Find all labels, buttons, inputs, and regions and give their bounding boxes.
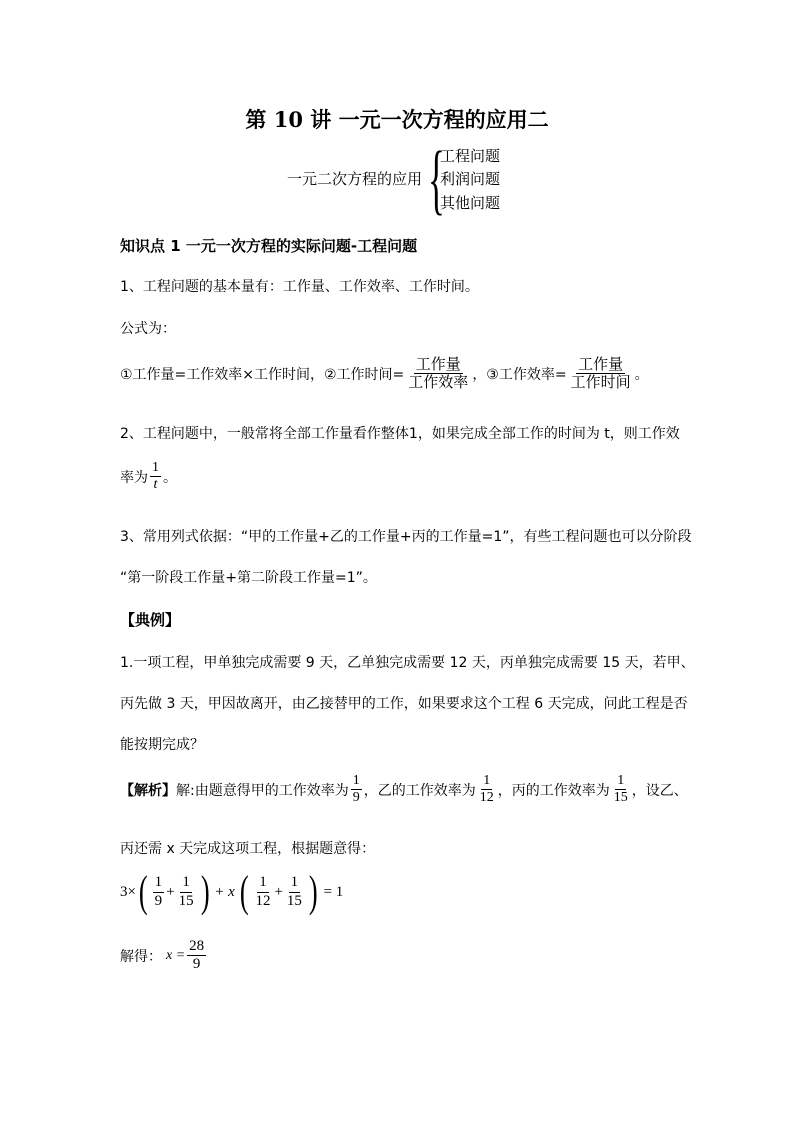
formula-text: 。	[634, 366, 649, 383]
question-line: 能按期完成？	[120, 737, 204, 753]
overview-lead: 一元二次方程的应用	[287, 170, 423, 188]
paragraph: 1、工程问题的基本量有：工作量、工作效率、工作时间。	[120, 279, 479, 295]
fraction	[612, 773, 630, 806]
answer-var: x =	[166, 947, 186, 963]
fraction-denominator: 工作时间	[570, 373, 631, 392]
paragraph-text: 率为	[120, 469, 148, 486]
example-label: 【典例】	[120, 611, 181, 629]
fraction	[177, 874, 196, 910]
formula-line	[120, 356, 649, 392]
fraction-denominator: 15	[286, 892, 302, 909]
section-heading: 知识点 1 一元一次方程的实际问题-工程问题	[120, 237, 418, 255]
fraction	[253, 874, 272, 910]
plus-sign: +	[274, 883, 283, 900]
fraction-denominator: t	[153, 477, 158, 493]
solution-text: ，设乙、	[631, 782, 688, 799]
fraction-denominator: 9	[352, 790, 360, 806]
paragraph: 公式为：	[120, 321, 176, 337]
fraction-denominator: 15	[613, 790, 628, 806]
equation	[120, 867, 344, 916]
fraction-numerator: 1	[150, 460, 161, 477]
fraction	[150, 460, 161, 493]
solution-line: 丙还需 x 天完成这项工程，根据题意得：	[120, 841, 376, 857]
solution-text: 解:由题意得甲的工作效率为	[176, 782, 349, 799]
left-paren: (	[138, 867, 148, 916]
fraction-denominator: 9	[192, 956, 201, 973]
fraction-numerator: 1	[153, 874, 165, 892]
fraction-denominator: 12	[479, 790, 494, 806]
fraction-denominator: 12	[255, 892, 271, 909]
fraction	[406, 356, 470, 392]
paragraph-text: 。	[163, 469, 177, 486]
brace-glyph: {	[428, 135, 445, 222]
fraction-denominator: 工作效率	[408, 373, 469, 392]
fraction-numerator: 1	[180, 874, 192, 892]
fraction-numerator: 1	[289, 874, 301, 892]
eq-rhs: = 1	[323, 883, 344, 900]
formula-text: ，③工作效率=	[472, 366, 567, 383]
overview-item: 其他问题	[440, 194, 501, 212]
fraction-denominator: 9	[154, 892, 163, 909]
paragraph: “第一阶段工作量+第二阶段工作量=1”。	[120, 570, 377, 586]
answer-label: 解得：	[120, 948, 162, 965]
overview-item: 工程问题	[440, 147, 501, 165]
answer-line	[120, 938, 208, 974]
fraction	[569, 356, 633, 392]
fraction	[285, 874, 304, 910]
paragraph	[120, 460, 177, 493]
formula-text: ①工作量=工作效率×工作时间，②工作时间=	[120, 366, 405, 383]
fraction-numerator: 1	[615, 773, 626, 790]
fraction-denominator: 15	[178, 892, 194, 909]
fraction	[351, 773, 362, 806]
fraction-numerator: 工作量	[578, 355, 624, 373]
fraction-numerator: 1	[257, 874, 269, 892]
right-paren: )	[200, 867, 210, 916]
solution-line	[120, 773, 688, 806]
right-paren: )	[308, 867, 318, 916]
solution-text: ，丙的工作效率为	[497, 782, 610, 799]
fraction	[187, 938, 206, 974]
page-title: 第 10 讲 一元一次方程的应用二	[245, 107, 549, 132]
fraction-numerator: 工作量	[415, 355, 461, 373]
fraction	[153, 874, 165, 910]
question-line: 1.一项工程，甲单独完成需要 9 天，乙单独完成需要 12 天，丙单独完成需要 15 天，若甲、	[120, 655, 695, 671]
fraction-numerator: 1	[351, 773, 362, 790]
fraction-numerator: 28	[187, 938, 206, 956]
overview-item: 利润问题	[440, 170, 501, 188]
solution-label: 【解析】	[120, 782, 176, 799]
paragraph: 3、常用列式依据：“甲的工作量+乙的工作量+丙的工作量=1”，有些工程问题也可以分阶段	[120, 529, 692, 545]
fraction	[478, 773, 496, 806]
paragraph: 2、工程问题中，一般常将全部工作量看作整体1，如果完成全部工作的时间为 t，则工作效	[120, 426, 680, 442]
fraction-numerator: 1	[481, 773, 492, 790]
left-paren: (	[239, 867, 249, 916]
eq-mid: + x	[214, 883, 235, 900]
eq-coef: 3×	[120, 883, 136, 900]
question-line: 丙先做 3 天，甲因故离开，由乙接替甲的工作，如果要求这个工程 6 天完成，问此工程是否	[120, 696, 688, 712]
solution-text: ，乙的工作效率为	[363, 782, 476, 799]
plus-sign: +	[166, 883, 175, 900]
